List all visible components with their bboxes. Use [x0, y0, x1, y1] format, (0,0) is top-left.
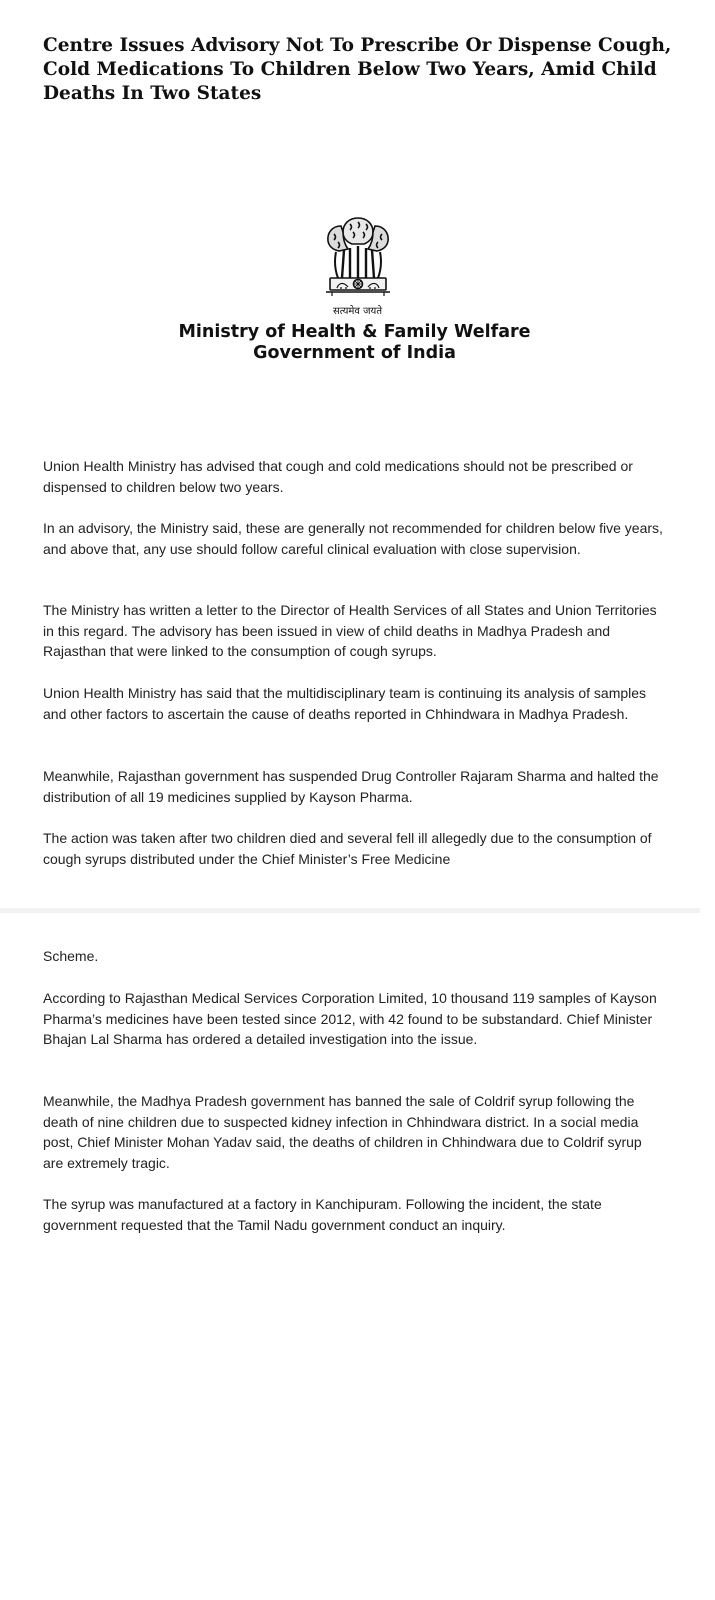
national-emblem-icon [308, 212, 408, 312]
ministry-logo [0, 212, 715, 364]
paragraph: The Ministry has written a letter to the Director of Health Services of all States and Union Territories in this regard. The advisory has been issued in view of child deaths in Madhya Pradesh and Rajasthan that were linked to the consumption of cough syrups. [43, 602, 657, 660]
section-divider [0, 908, 700, 913]
government-name: Government of India [253, 343, 456, 363]
paragraph: The syrup was manufactured at a factory in Kanchipuram. Following the incident, the state government requested that the Tamil Nadu government conduct an inquiry. [43, 1196, 602, 1233]
article-headline: Centre Issues Advisory Not To Prescribe Or Dispense Cough, Cold Medications To Children Below Two Years, Amid Child Deaths In Two States [43, 35, 672, 104]
paragraph: Meanwhile, Rajasthan government has suspended Drug Controller Rajaram Sharma and halted the distribution of all 19 medicines supplied by Kayson Pharma. [43, 768, 659, 805]
paragraph: Union Health Ministry has said that the multidisciplinary team is continuing its analysis of samples and other factors to ascertain the cause of deaths reported in Chhindwara in Madhya Pradesh. [43, 685, 647, 722]
ministry-name: Ministry of Health & Family Welfare [178, 322, 531, 342]
paragraph: Scheme. [43, 948, 99, 964]
paragraph: The action was taken after two children died and several fell ill allegedly due to the consumption of cough syrups distributed under the Chief Minister’s Free Medicine [43, 830, 652, 867]
paragraph: Union Health Ministry has advised that cough and cold medications should not be prescribed or dispensed to children below two years. [43, 458, 633, 495]
paragraph: According to Rajasthan Medical Services Corporation Limited, 10 thousand 119 samples of Kayson Pharma’s medicines have been tested since 2012, with 42 found to be substandard. Chief Minister Bhajan Lal Sharma has ordered a detailed investigation into the issue. [43, 990, 657, 1048]
national-motto: सत्यमेव जयते [332, 306, 383, 317]
paragraph: In an advisory, the Ministry said, these are generally not recommended for children below five years, and above that, any use should follow careful clinical evaluation with close supervision. [43, 520, 663, 557]
paragraph: Meanwhile, the Madhya Pradesh government has banned the sale of Coldrif syrup following the death of nine children due to suspected kidney infection in Chhindwara district. In a social media post, Chief Minister Mohan Yadav said, the deaths of children in Chhindwara due to Coldrif syrup are extremely tragic. [43, 1093, 642, 1172]
